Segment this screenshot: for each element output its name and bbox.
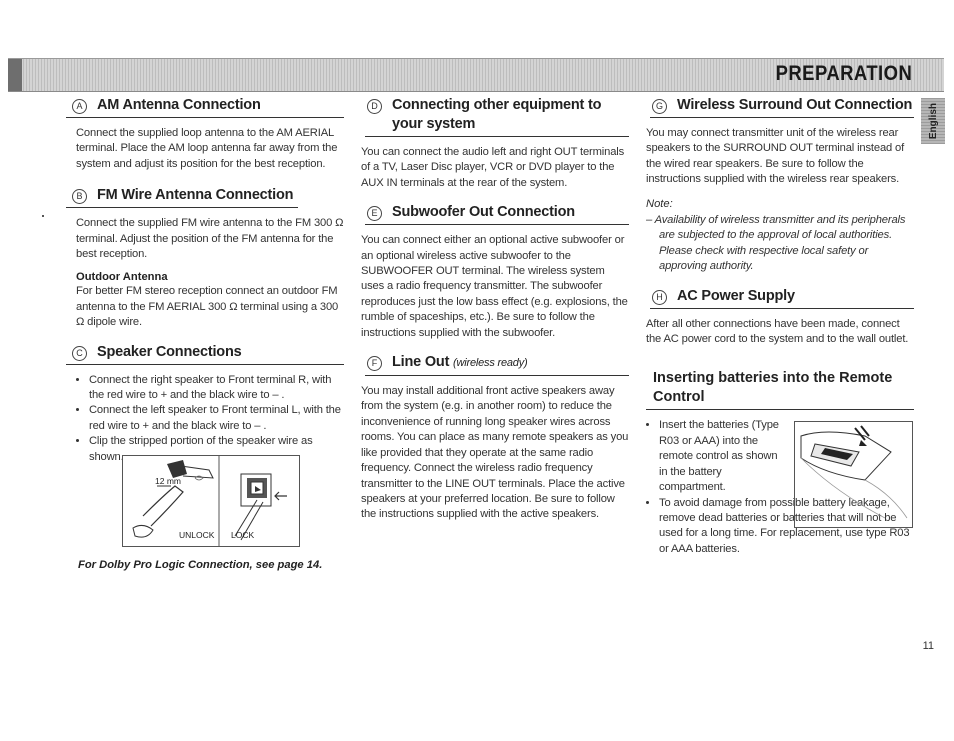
dolby-note: For Dolby Pro Logic Connection, see page 14. (78, 559, 323, 571)
page-number: 11 (922, 640, 934, 652)
section-g-text: You may connect transmitter unit of the wireless rear speakers to the SURROUND OUT terminal instead of the wired rear speakers. Be sure to follow the instructions supplied with the wireless rear speakers. (646, 127, 905, 186)
outdoor-antenna-text: For better FM stereo reception connect an outdoor FM antenna to the FM AERIAL 300 Ω terminal using a 300 Ω dipole wire. (76, 285, 339, 329)
speaker-bullet-2: • Connect the left speaker to Front terminal L, with the red wire to + and the black wire to – . (89, 403, 344, 434)
section-d-heading (365, 96, 629, 137)
section-f-title-main: Line Out (392, 354, 450, 371)
section-c-title: Speaker Connections (97, 343, 242, 360)
speaker-bullets (76, 373, 344, 465)
section-g-heading (650, 96, 914, 118)
section-h-heading (650, 287, 914, 309)
section-f-heading (365, 353, 629, 376)
section-a-marker: A (72, 99, 87, 114)
column-1 (76, 96, 344, 465)
section-e-marker: E (367, 206, 382, 221)
section-c-marker: C (72, 346, 87, 361)
speaker-clip-illustration (123, 456, 299, 546)
outdoor-antenna-heading: Outdoor Antenna (76, 271, 168, 284)
stray-dot (42, 215, 44, 217)
note-text: – Availability of wireless transmitter and its peripherals are subjected to the approval of local authorities. Please check with respective local safety or approving authority. (646, 214, 906, 273)
unlock-label: UNLOCK (179, 530, 215, 540)
note-label: Note: (646, 197, 673, 210)
section-b-text: Connect the supplied FM wire antenna to the FM 300 Ω terminal. Adjust the position of the FM antenna for the best reception. (76, 217, 344, 261)
remote-battery-illustration (795, 422, 912, 527)
language-tab (921, 98, 945, 144)
battery-bullet-1: • Insert the batteries (Type R03 or AAA) into the remote control as shown in the battery compartment. (659, 418, 787, 495)
speaker-bullet-3: • Clip the stripped portion of the speaker wire as shown. (89, 434, 344, 465)
section-g-marker: G (652, 99, 667, 114)
battery-bullet-2: • To avoid damage from possible battery leakage, remove dead batteries or batteries that will not be used for a long time. For replacement, use type R03 or AAA batteries. (659, 496, 914, 558)
batteries-heading: Inserting batteries into the Remote Control (646, 369, 914, 410)
section-c-heading (66, 343, 344, 365)
section-d-text: You can connect the audio left and right OUT terminals of a TV, Laser Disc player, VCR or DVD player to the AUX IN terminals at the rear of the system. (361, 146, 625, 189)
section-e-heading (365, 203, 629, 225)
section-e-title: Subwoofer Out Connection (392, 204, 575, 221)
section-f-marker: F (367, 356, 382, 371)
lock-label: LOCK (231, 530, 255, 540)
section-a-text: Connect the supplied loop antenna to the AM AERIAL terminal. Place the AM loop antenna far away from the system and adjust its position for the best reception. (76, 127, 338, 170)
section-f-title (392, 353, 527, 373)
speaker-clip-figure (122, 455, 300, 547)
page-title: PREPARATION (775, 62, 912, 85)
section-a-title: AM Antenna Connection (97, 97, 261, 113)
section-d-title: Connecting other equipment to your system (392, 97, 602, 132)
section-h-text: After all other connections have been made, connect the AC power cord to the system and to the wall outlet. (646, 317, 909, 346)
section-b-marker: B (72, 189, 87, 204)
remote-battery-figure (794, 421, 913, 528)
section-h-title: AC Power Supply (677, 287, 795, 304)
section-f-text: You may install additional front active speakers away from the system (e.g. in another room) to reduce the inconvenience of running long speaker wires across rooms. You can place as many remote speakers as you like provided that they operate at the same radio frequency. Connect the wireless radio frequency transmitter to the LINE OUT terminals. Place the active speakers at your preferred location. Be sure to follow the instructions supplied with the active speakers. (361, 385, 629, 521)
section-d-marker: D (367, 99, 382, 114)
section-h-marker: H (652, 290, 667, 305)
section-b-title: FM Wire Antenna Connection (97, 187, 294, 204)
column-2 (361, 96, 629, 532)
section-e-text: You can connect either an optional active subwoofer or an optional wireless active subwoofer to the SUBWOOFER OUT terminal. The wireless system uses a radio frequency transmitter. The subwoofer reproduces just the low bass effect (e.g. explosions, the rumble of spaceships, etc.). Be sure to follow the instructions supplied with the subwoofer. (361, 234, 628, 339)
header-bar (8, 58, 944, 92)
section-b-heading (66, 186, 298, 208)
section-a-heading (66, 96, 344, 118)
section-f-subtitle: (wireless ready) (453, 357, 528, 370)
section-g-title: Wireless Surround Out Connection (677, 97, 913, 113)
speaker-bullet-1: • Connect the right speaker to Front terminal R, with the red wire to + and the black wire to – . (89, 373, 344, 404)
measure-label: 12 mm (155, 476, 181, 486)
language-tab-label: English (927, 102, 939, 140)
